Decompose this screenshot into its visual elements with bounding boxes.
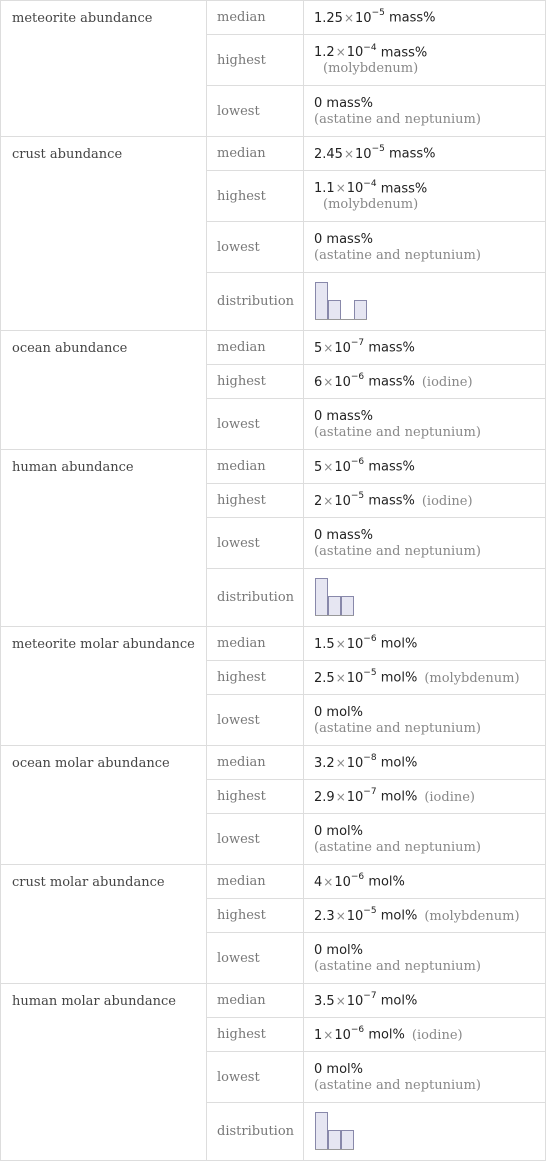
value-mantissa: 1.5 [314,636,335,652]
value-note: (astatine and neptunium) [314,111,481,127]
value-unit: mol% [380,636,418,652]
times-sign: × [335,789,346,804]
value-plain: 0 [314,823,323,839]
value-unit: mol% [326,942,364,958]
distribution-histogram [304,1103,546,1161]
value-number [314,409,322,424]
value-mantissa: 2.3 [314,908,335,924]
value-base: 10 [334,374,351,390]
value-exponent: −5 [350,491,365,502]
value-base: 10 [346,636,364,652]
value-exponent: −6 [350,457,365,468]
value-base: 10 [355,146,372,162]
value-mantissa: 5 [314,459,323,475]
value-note: (astatine and neptunium) [314,720,481,736]
property-value [304,86,546,137]
value-base: 10 [355,10,372,26]
value-plain: 0 [314,408,323,424]
property-label: lowest [207,399,304,450]
property-label: median [207,1,304,35]
group-label: crust abundance [1,137,207,331]
group-label: meteorite abundance [1,1,207,137]
histogram-bar [342,597,354,616]
value-number [314,943,322,958]
value-base: 10 [346,670,364,686]
value-number [314,372,365,390]
times-sign: × [323,874,334,889]
property-label: highest [207,35,304,86]
property-value [304,1,546,35]
value-number [314,338,365,356]
property-label: distribution [207,569,304,627]
value-base: 10 [334,340,351,356]
property-label: median [207,137,304,171]
value-mantissa: 2.45 [314,146,343,162]
property-label: median [207,984,304,1018]
value-note: (astatine and neptunium) [314,247,481,263]
property-value [304,222,546,273]
value-unit: mol% [380,908,418,924]
property-value [304,814,546,865]
property-label: distribution [207,1103,304,1161]
histogram-bar [329,1131,341,1150]
value-unit: mass% [368,374,415,390]
value-exponent: −5 [371,144,385,155]
histogram-bar [342,1131,354,1150]
group-label: ocean molar abundance [1,746,207,865]
value-number [314,1062,322,1077]
value-note: (iodine) [421,493,473,509]
value-mantissa: 1 [314,1027,323,1043]
value-mantissa: 2.9 [314,789,335,805]
histogram-svg [314,1112,355,1151]
value-note: (molybdenum) [323,197,419,213]
property-label: lowest [207,1052,304,1103]
value-base: 10 [346,993,364,1009]
value-number [314,42,377,61]
value-unit: mol% [326,1061,364,1077]
table-row [1,865,546,899]
histogram-svg [314,578,355,617]
table-row [1,1,546,35]
table-row [1,137,546,171]
times-sign: × [323,459,334,474]
property-value [304,137,546,171]
value-mantissa: 2 [314,493,323,509]
value-unit: mol% [380,789,418,805]
histogram-bar [355,301,367,320]
value-number [314,991,377,1009]
value-base: 10 [346,45,364,61]
value-base: 10 [346,789,364,805]
value-unit: mol% [368,1027,405,1043]
histogram-bar [329,301,341,320]
value-base: 10 [334,874,351,890]
property-label: median [207,865,304,899]
value-unit: mol% [368,874,405,890]
property-value [304,35,546,86]
value-unit: mass% [380,45,428,61]
property-label: lowest [207,933,304,984]
group-label: human molar abundance [1,984,207,1161]
property-value [304,780,546,814]
property-value [304,450,546,484]
distribution-histogram [304,569,546,627]
value-number [314,457,365,475]
property-label: distribution [207,273,304,331]
value-note: (iodine) [411,1027,463,1043]
times-sign: × [323,340,334,355]
value-exponent: −8 [363,753,377,764]
property-value [304,331,546,365]
value-unit: mass% [368,459,415,475]
value-exponent: −5 [363,906,377,917]
times-sign: × [335,181,346,196]
value-number [314,872,365,890]
times-sign: × [323,1027,334,1042]
value-base: 10 [334,493,351,509]
histogram-svg [314,282,368,321]
property-value [304,171,546,222]
value-mantissa: 3.2 [314,755,335,771]
value-base: 10 [334,459,351,475]
value-mantissa: 6 [314,374,323,390]
property-label: lowest [207,695,304,746]
times-sign: × [335,755,346,770]
property-value [304,627,546,661]
value-note: (astatine and neptunium) [314,839,481,855]
property-value [304,1018,546,1052]
value-unit: mass% [368,493,415,509]
value-number [314,8,385,26]
value-number [314,753,377,771]
value-exponent: −5 [371,8,385,19]
property-label: highest [207,899,304,933]
property-label: median [207,331,304,365]
value-unit: mass% [326,527,373,543]
property-label: lowest [207,814,304,865]
value-unit: mol% [326,823,364,839]
times-sign: × [335,670,346,685]
value-plain: 0 [314,704,323,720]
value-note: (iodine) [424,789,475,805]
value-number [314,491,365,509]
value-unit: mol% [380,670,418,686]
value-note: (molybdenum) [424,908,520,924]
value-exponent: −6 [363,634,377,645]
value-exponent: −4 [363,178,377,189]
value-number [314,178,377,197]
value-base: 10 [346,908,364,924]
value-number [314,1025,365,1043]
value-plain: 0 [314,1061,323,1077]
value-number [314,668,377,686]
value-mantissa: 5 [314,340,323,356]
value-unit: mass% [368,340,415,356]
property-value [304,399,546,450]
group-label: ocean abundance [1,331,207,450]
value-number [314,824,322,839]
property-label: lowest [207,222,304,273]
histogram-bar [316,1113,328,1150]
value-mantissa: 1.2 [314,45,335,61]
value-note: (astatine and neptunium) [314,424,481,440]
value-exponent: −7 [350,338,365,349]
value-plain: 0 [314,231,323,247]
value-unit: mol% [380,993,418,1009]
property-value [304,746,546,780]
property-value [304,899,546,933]
property-label: highest [207,780,304,814]
value-unit: mass% [326,408,373,424]
value-number [314,96,322,111]
property-value [304,484,546,518]
property-label: median [207,627,304,661]
times-sign: × [335,993,346,1008]
value-unit: mol% [380,755,418,771]
value-exponent: −7 [363,787,377,798]
value-number [314,528,322,543]
property-value [304,518,546,569]
value-number [314,232,322,247]
value-exponent: −7 [363,991,377,1002]
group-label: crust molar abundance [1,865,207,984]
property-label: lowest [207,518,304,569]
value-note: (iodine) [421,374,473,390]
group-label: human abundance [1,450,207,627]
property-label: highest [207,171,304,222]
property-value [304,695,546,746]
histogram-bar [316,283,328,320]
property-value [304,1052,546,1103]
value-base: 10 [346,181,364,197]
value-note: (astatine and neptunium) [314,1077,481,1093]
table-row [1,746,546,780]
times-sign: × [335,45,346,60]
value-unit: mol% [326,704,364,720]
abundance-table-body [1,1,546,1161]
value-note: (astatine and neptunium) [314,543,481,559]
group-label: meteorite molar abundance [1,627,207,746]
property-label: highest [207,1018,304,1052]
value-plain: 0 [314,95,323,111]
property-value [304,865,546,899]
value-plain: 0 [314,942,323,958]
value-number [314,906,377,924]
property-label: highest [207,365,304,399]
value-mantissa: 2.5 [314,670,335,686]
value-base: 10 [346,755,364,771]
histogram-bar [316,579,328,616]
value-unit: mass% [326,231,373,247]
times-sign: × [323,374,334,389]
value-exponent: −6 [350,372,365,383]
table-row [1,331,546,365]
value-number [314,144,385,162]
histogram-bar [329,597,341,616]
value-exponent: −5 [363,668,377,679]
value-number [314,787,377,805]
table-row [1,627,546,661]
value-exponent: −6 [350,1025,365,1036]
times-sign: × [335,908,346,923]
value-exponent: −4 [363,42,377,53]
value-note: (molybdenum) [323,61,419,77]
property-value [304,365,546,399]
distribution-histogram [304,273,546,331]
value-unit: mass% [388,146,436,162]
property-value [304,984,546,1018]
value-base: 10 [334,1027,351,1043]
value-note: (astatine and neptunium) [314,958,481,974]
value-note: (molybdenum) [424,670,520,686]
value-unit: mass% [380,181,428,197]
value-mantissa: 3.5 [314,993,335,1009]
times-sign: × [343,146,355,161]
value-number [314,634,377,652]
property-label: highest [207,484,304,518]
property-label: median [207,746,304,780]
value-mantissa: 4 [314,874,323,890]
property-label: highest [207,661,304,695]
table-row [1,450,546,484]
times-sign: × [323,493,334,508]
value-number [314,705,322,720]
property-value [304,933,546,984]
value-plain: 0 [314,527,323,543]
value-unit: mass% [388,10,436,26]
property-label: lowest [207,86,304,137]
property-value [304,661,546,695]
table-row [1,984,546,1018]
value-exponent: −6 [350,872,365,883]
times-sign: × [335,636,346,651]
value-mantissa: 1.25 [314,10,343,26]
times-sign: × [343,10,355,25]
property-label: median [207,450,304,484]
value-unit: mass% [326,95,373,111]
value-mantissa: 1.1 [314,181,335,197]
